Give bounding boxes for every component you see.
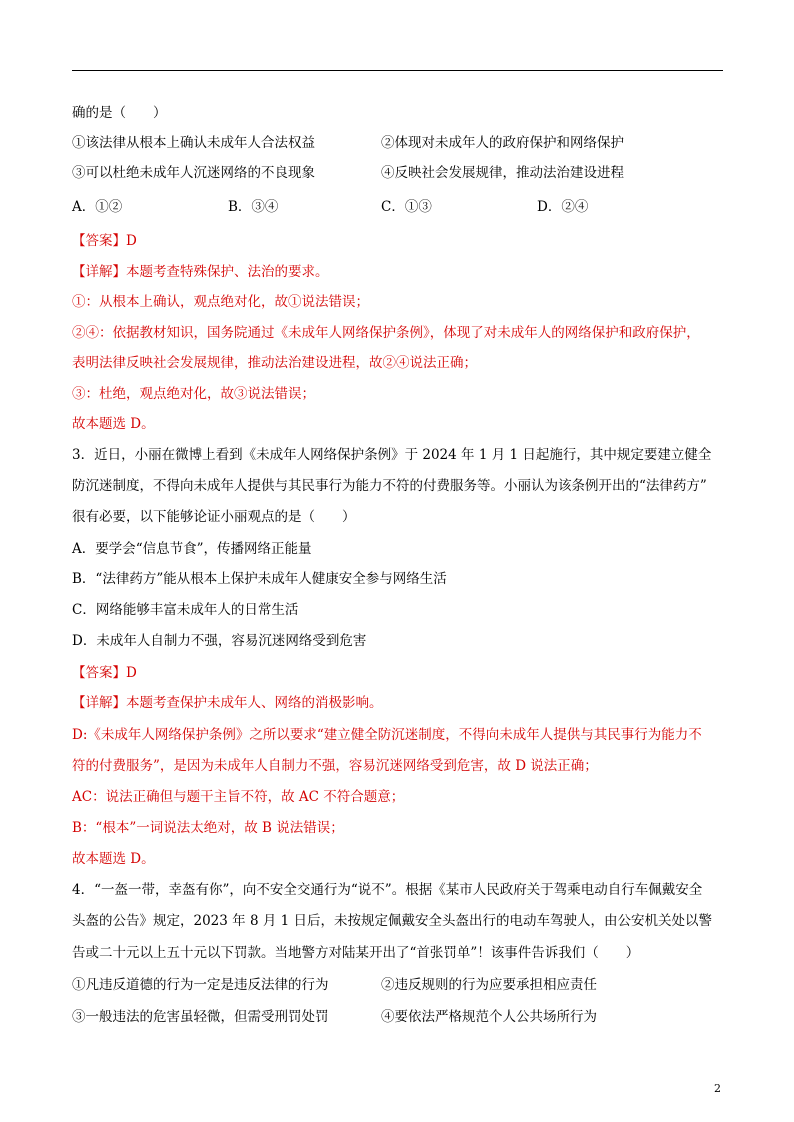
- q3-option-a: A．要学会“信息节食”，传播网络正能量: [72, 541, 312, 557]
- q3-stem-line: 防沉迷制度，不得向未成年人提供与其民事行为能力不符的付费服务等。小丽认为该条例开出的“法律药方”: [72, 478, 707, 494]
- q3-explain-line: D:《未成年人网络保护条例》之所以要求“建立健全防沉迷制度，不得向未成年人提供与其民事行为能力不: [72, 727, 702, 743]
- q2-option-3: ③可以杜绝未成年人沉迷网络的不良现象: [72, 165, 315, 181]
- q3-explain-line: B：“根本”一词说法太绝对，故 B 说法错误；: [72, 820, 344, 836]
- q4-option-3: ③一般违法的危害虽轻微，但需受刑罚处罚: [72, 1009, 329, 1025]
- q2-choice-d: D．②④: [537, 199, 589, 215]
- q3-answer: 【答案】D: [72, 665, 137, 681]
- q2-option-4: ④反映社会发展规律，推动法治建设进程: [381, 165, 624, 181]
- q4-option-4: ④要依法严格规范个人公共场所行为: [381, 1009, 597, 1025]
- q2-option-1: ①该法律从根本上确认未成年人合法权益: [72, 135, 315, 151]
- q2-conclusion: 故本题选 D。: [72, 416, 155, 432]
- q4-stem-line: 头盔的公告》规定，2023 年 8 月 1 日后，未按规定佩戴安全头盔出行的电动车驾驶人，由公安机关处以警: [72, 913, 712, 929]
- q3-option-b: B．“法律药方”能从根本上保护未成年人健康安全参与网络生活: [72, 571, 447, 587]
- q3-stem-line: 3．近日，小丽在微博上看到《未成年人网络保护条例》于 2024 年 1 月 1 日起施行，其中规定要建立健全: [72, 447, 712, 463]
- q3-explain-line: 【详解】本题考查保护未成年人、网络的消极影响。: [72, 695, 383, 711]
- q2-explain-line: ②④：依据教材知识，国务院通过《未成年人网络保护条例》，体现了对未成年人的网络保护和政府保护，: [72, 325, 700, 341]
- q2-explain-line: 表明法律反映社会发展规律，推动法治建设进程，故②④说法正确；: [72, 355, 477, 371]
- q4-stem-line: 告或二十元以上五十元以下罚款。当地警方对陆某开出了“首张罚单”！该事件告诉我们（ ）: [72, 945, 640, 961]
- q2-explain-line: ③：杜绝，观点绝对化，故③说法错误；: [72, 386, 315, 402]
- q3-conclusion: 故本题选 D。: [72, 851, 155, 867]
- q2-answer: 【答案】D: [72, 233, 137, 249]
- q4-option-1: ①凡违反道德的行为一定是违反法律的行为: [72, 977, 329, 993]
- page-number: 2: [714, 1082, 721, 1095]
- q2-explain-line: 【详解】本题考查特殊保护、法治的要求。: [72, 264, 329, 280]
- q3-stem-line: 很有必要，以下能够论证小丽观点的是（ ）: [72, 509, 356, 525]
- q2-option-2: ②体现对未成年人的政府保护和网络保护: [381, 135, 624, 151]
- q3-option-c: C．网络能够丰富未成年人的日常生活: [72, 602, 299, 618]
- q2-choice-b: B．③④: [228, 199, 279, 215]
- q4-stem-line: 4．“一盔一带，幸盔有你”，向不安全交通行为“说不”。根据《某市人民政府关于驾乘电动自行车佩戴安全: [72, 882, 703, 898]
- q4-option-2: ②违反规则的行为应要承担相应责任: [381, 977, 597, 993]
- q3-explain-line: 符的付费服务”，是因为未成年人自制力不强，容易沉迷网络受到危害，故 D 说法正确；: [72, 758, 598, 774]
- q3-explain-line: AC：说法正确但与题干主旨不符，故 AC 不符合题意；: [72, 789, 405, 805]
- q2-stem-end: 确的是（ ）: [72, 105, 167, 121]
- q2-choice-a: A．①②: [72, 199, 123, 215]
- header-rule: [72, 70, 723, 71]
- q3-option-d: D．未成年人自制力不强，容易沉迷网络受到危害: [72, 633, 367, 649]
- q2-choice-c: C．①③: [381, 199, 432, 215]
- q2-explain-line: ①：从根本上确认，观点绝对化，故①说法错误；: [72, 294, 369, 310]
